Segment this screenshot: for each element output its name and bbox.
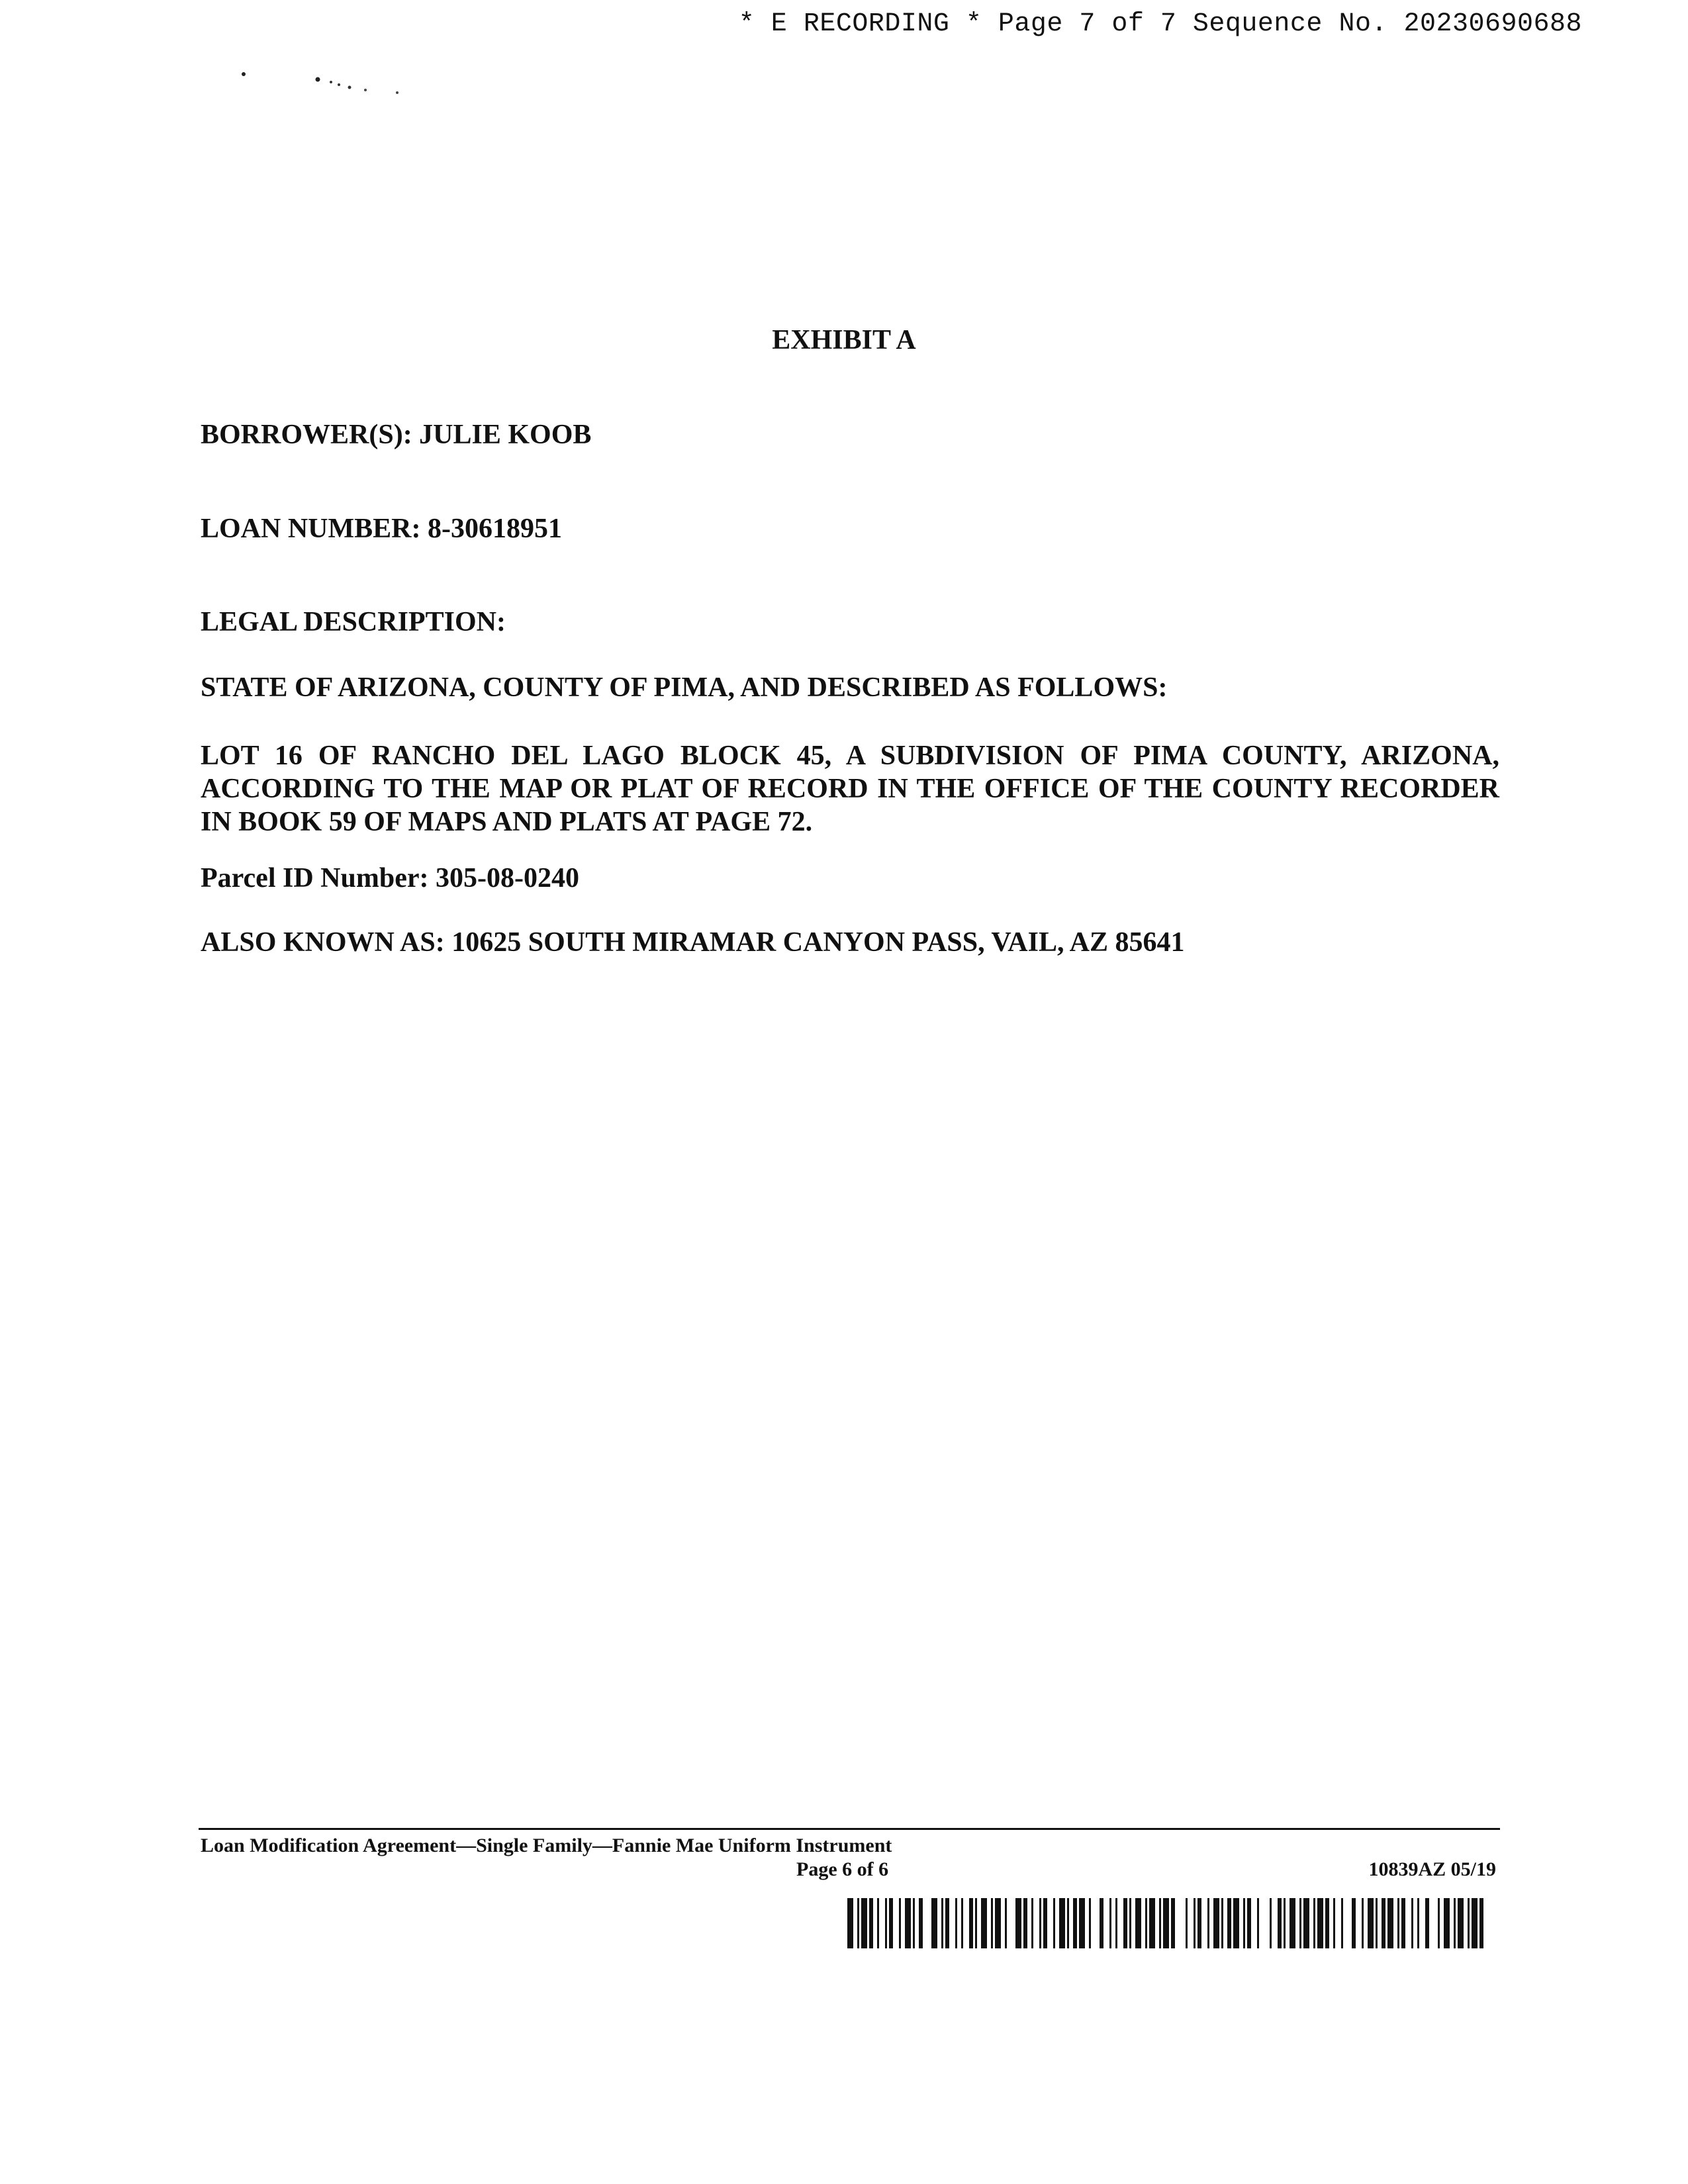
- footer-divider: [199, 1828, 1500, 1830]
- legal-text-line: ACCORDING TO THE MAP OR PLAT OF RECORD IN THE OFFICE OF THE COUNTY RECORDER: [201, 774, 1499, 804]
- loan-number-line: LOAN NUMBER: 8-30618951: [201, 514, 562, 544]
- borrowers-line: BORROWER(S): JULIE KOOB: [201, 420, 592, 450]
- legal-description-text: [201, 739, 1499, 839]
- also-known-as-line: ALSO KNOWN AS: 10625 SOUTH MIRAMAR CANYON PASS, VAIL, AZ 85641: [201, 927, 1185, 958]
- recording-stamp: * E RECORDING * Page 7 of 7 Sequence No. 20230690688: [738, 9, 1582, 39]
- legal-description-heading: LEGAL DESCRIPTION:: [201, 607, 506, 637]
- legal-text-line: LOT 16 OF RANCHO DEL LAGO BLOCK 45, A SUBDIVISION OF PIMA COUNTY, ARIZONA,: [201, 741, 1499, 771]
- barcode-icon: [846, 1898, 1488, 1948]
- instrument-title: Loan Modification Agreement—Single Family—Fannie Mae Uniform Instrument: [201, 1835, 892, 1856]
- parcel-id-line: Parcel ID Number: 305-08-0240: [201, 863, 579, 893]
- scan-specks-icon: [238, 70, 410, 97]
- page-indicator: Page 6 of 6: [796, 1858, 889, 1880]
- form-code: 10839AZ 05/19: [1368, 1858, 1496, 1880]
- legal-text-line: IN BOOK 59 OF MAPS AND PLATS AT PAGE 72.: [201, 807, 813, 837]
- state-county-line: STATE OF ARIZONA, COUNTY OF PIMA, AND DESCRIBED AS FOLLOWS:: [201, 672, 1168, 703]
- exhibit-title: EXHIBIT A: [772, 325, 916, 355]
